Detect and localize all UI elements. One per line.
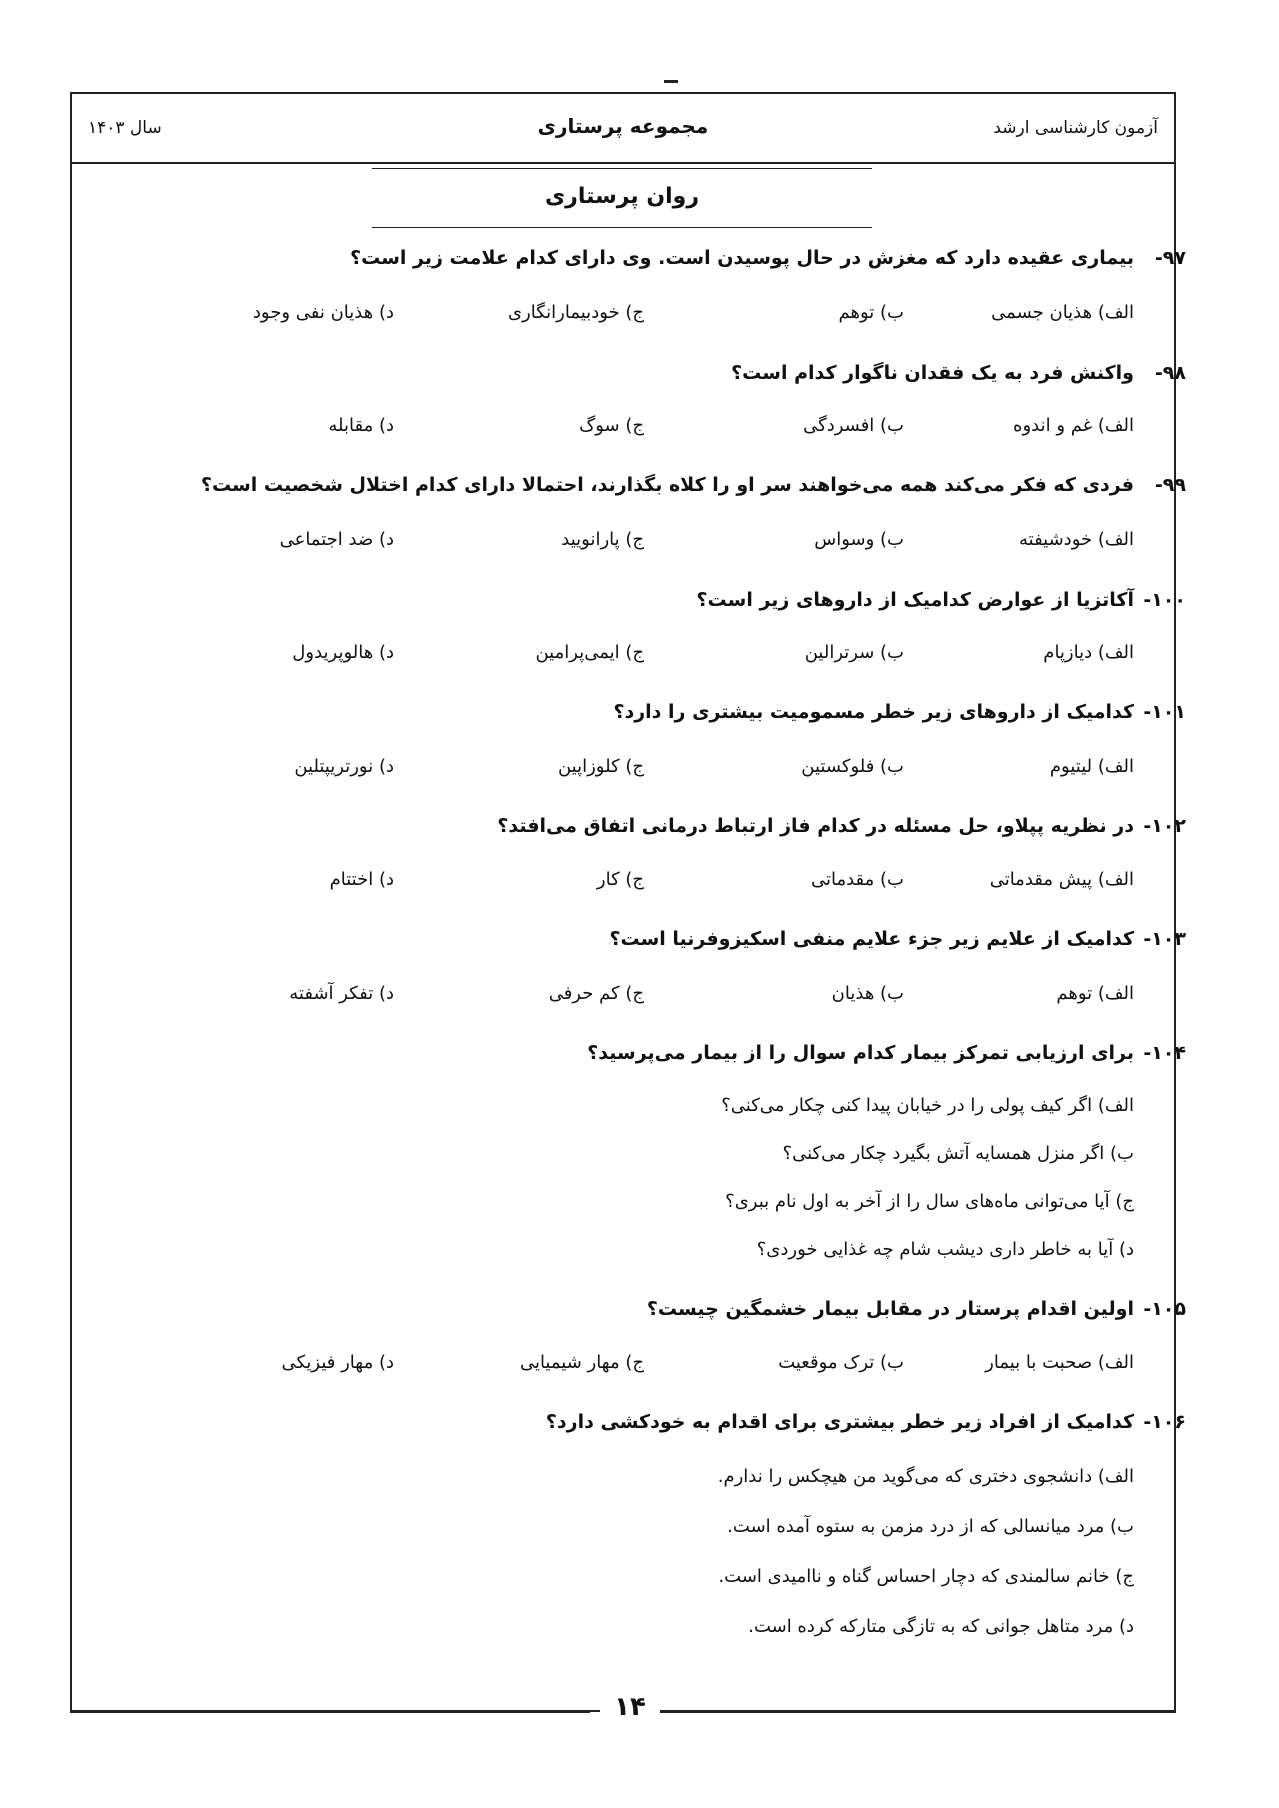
page-header bbox=[70, 92, 1176, 164]
options-102 bbox=[180, 869, 1134, 899]
question-99 bbox=[150, 474, 1186, 496]
question-100 bbox=[150, 589, 1186, 611]
option-d: د) نورتریپتلین bbox=[294, 756, 394, 777]
option-b: ب) اگر منزل همسایه آتش بگیرد چکار می‌کنی؟ bbox=[782, 1143, 1134, 1164]
question-number: ۱۰۳- bbox=[1143, 928, 1186, 950]
question-103 bbox=[150, 928, 1186, 950]
option-b: ب) افسردگی bbox=[803, 415, 904, 436]
option-c: ج) مهار شیمیایی bbox=[519, 1352, 644, 1373]
options-100 bbox=[180, 642, 1134, 672]
option-c: ج) خودبیمارانگاری bbox=[507, 302, 644, 323]
option-c: ج) پارانویید bbox=[561, 529, 644, 550]
footer-line-right bbox=[660, 1711, 1176, 1713]
footer-line-left bbox=[70, 1711, 590, 1713]
question-102 bbox=[150, 815, 1186, 837]
option-d: د) مرد متاهل جوانی که به تازگی متارکه کرده است. bbox=[748, 1616, 1134, 1637]
option-b: ب) هذیان bbox=[831, 983, 904, 1004]
question-text: کدامیک از علایم زیر جزء علایم منفی اسکیزوفرنیا است؟ bbox=[609, 928, 1134, 950]
question-text: در نظریه پپلاو، حل مسئله در کدام فاز ارتباط درمانی اتفاق می‌افتد؟ bbox=[497, 815, 1134, 837]
option-a: الف) لیتیوم bbox=[1049, 756, 1134, 777]
option-a: الف) پیش مقدماتی bbox=[989, 869, 1134, 890]
options-105 bbox=[180, 1352, 1134, 1382]
subject-title: مجموعه پرستاری bbox=[537, 114, 709, 138]
option-c: ج) کار bbox=[596, 869, 644, 890]
options-101 bbox=[180, 756, 1134, 786]
options-97 bbox=[180, 302, 1134, 332]
question-number: ۹۹- bbox=[1154, 474, 1186, 496]
option-d: د) هالوپریدول bbox=[292, 642, 394, 663]
option-b: ب) سرترالین bbox=[804, 642, 904, 663]
option-a: الف) دانشجوی دختری که می‌گوید من هیچکس را ندارم. bbox=[717, 1466, 1134, 1487]
option-b: ب) توهم bbox=[838, 302, 904, 323]
question-97 bbox=[150, 247, 1186, 269]
question-104 bbox=[150, 1042, 1186, 1064]
question-number: ۱۰۶- bbox=[1143, 1411, 1186, 1433]
question-number: ۱۰۲- bbox=[1143, 815, 1186, 837]
question-text: کدامیک از داروهای زیر خطر مسمومیت بیشتری را دارد؟ bbox=[613, 701, 1134, 723]
option-a: الف) دیازپام bbox=[1043, 642, 1134, 663]
question-105 bbox=[150, 1298, 1186, 1320]
option-a: الف) غم و اندوه bbox=[1013, 415, 1134, 436]
option-c: ج) کلوزاپین bbox=[557, 756, 644, 777]
page-number: ۱۴ bbox=[600, 1692, 660, 1722]
option-b: ب) مرد میانسالی که از درد مزمن به ستوه آمده است. bbox=[727, 1516, 1134, 1537]
question-101 bbox=[150, 701, 1186, 723]
option-c: ج) سوگ bbox=[579, 415, 644, 436]
option-d: د) مقابله bbox=[328, 415, 394, 436]
question-number: ۱۰۵- bbox=[1143, 1298, 1186, 1320]
option-b: ب) مقدماتی bbox=[810, 869, 904, 890]
section-title: روان پرستاری bbox=[372, 168, 872, 228]
question-text: کدامیک از افراد زیر خطر بیشتری برای اقدام به خودکشی دارد؟ bbox=[545, 1411, 1134, 1433]
option-d: د) هذیان نفی وجود bbox=[252, 302, 394, 323]
question-text: بیماری عقیده دارد که مغزش در حال پوسیدن است. وی دارای کدام علامت زیر است؟ bbox=[350, 247, 1134, 269]
option-d: د) ضد اجتماعی bbox=[279, 529, 394, 550]
question-text: اولین اقدام پرستار در مقابل بیمار خشمگین چیست؟ bbox=[646, 1298, 1134, 1320]
option-a: الف) صحبت با بیمار bbox=[985, 1352, 1134, 1373]
exam-name: آزمون کارشناسی ارشد bbox=[993, 118, 1158, 138]
option-b: ب) وسواس bbox=[814, 529, 904, 550]
option-a: الف) خودشیفته bbox=[1018, 529, 1134, 550]
option-a: الف) توهم bbox=[1056, 983, 1134, 1004]
option-d: د) اختتام bbox=[329, 869, 394, 890]
question-number: ۹۷- bbox=[1154, 247, 1186, 269]
question-number: ۱۰۰- bbox=[1143, 589, 1186, 611]
option-b: ب) فلوکستین bbox=[801, 756, 904, 777]
question-text: فردی که فکر می‌کند همه می‌خواهند سر او را کلاه بگذارند، احتمالا دارای کدام اختلال شخصیت است؟ bbox=[200, 474, 1134, 496]
question-106 bbox=[150, 1411, 1186, 1433]
option-d: د) آیا به خاطر داری دیشب شام چه غذایی خوردی؟ bbox=[756, 1239, 1134, 1260]
option-c: ج) ایمی‌پرامین bbox=[535, 642, 644, 663]
question-text: برای ارزیابی تمرکز بیمار کدام سوال را از بیمار می‌پرسید؟ bbox=[587, 1042, 1134, 1064]
question-98 bbox=[150, 362, 1186, 384]
question-number: ۱۰۴- bbox=[1143, 1042, 1186, 1064]
option-a: الف) هذیان جسمی bbox=[991, 302, 1134, 323]
question-text: واکنش فرد به یک فقدان ناگوار کدام است؟ bbox=[731, 362, 1134, 384]
option-c: ج) آیا می‌توانی ماه‌های سال را از آخر به اول نام ببری؟ bbox=[725, 1191, 1134, 1212]
top-mark bbox=[664, 80, 678, 83]
option-c: ج) کم حرفی bbox=[548, 983, 644, 1004]
question-number: ۱۰۱- bbox=[1143, 701, 1186, 723]
option-b: ب) ترک موقعیت bbox=[778, 1352, 904, 1373]
question-number: ۹۸- bbox=[1154, 362, 1186, 384]
options-98 bbox=[180, 415, 1134, 445]
question-text: آکاتزیا از عوارض کدامیک از داروهای زیر است؟ bbox=[696, 589, 1134, 611]
exam-year: سال ۱۴۰۳ bbox=[88, 118, 162, 138]
options-99 bbox=[180, 529, 1134, 559]
option-d: د) مهار فیزیکی bbox=[281, 1352, 394, 1373]
option-d: د) تفکر آشفته bbox=[289, 983, 394, 1004]
options-103 bbox=[180, 983, 1134, 1013]
option-a: الف) اگر کیف پولی را در خیابان پیدا کنی چکار می‌کنی؟ bbox=[721, 1095, 1134, 1116]
option-c: ج) خانم سالمندی که دچار احساس گناه و ناامیدی است. bbox=[718, 1566, 1134, 1587]
